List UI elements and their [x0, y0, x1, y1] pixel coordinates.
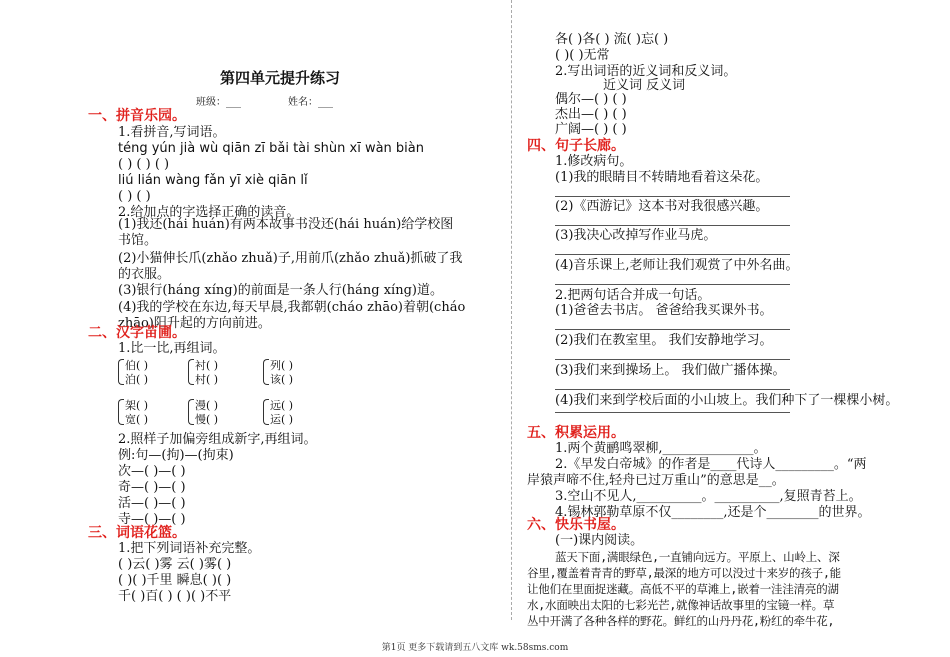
- s1-item-1: (1)我还(hái huán)有两本故事书没还(hái huán)给学校图: [118, 217, 454, 232]
- merge-1: (1)爸爸去书店。 爸爸给我买课外书。: [555, 303, 773, 318]
- s1-item-3: (3)银行(háng xíng)的前面是一条人行(háng xíng)道。: [118, 283, 443, 298]
- merge-4: (4)我们来到学校后面的小山坡上。我们种下了一棵棵小树。: [555, 393, 899, 408]
- idiom-row-3[interactable]: 千( )百( ) ( )( )不平: [118, 589, 232, 604]
- answer-brackets-1[interactable]: ( ) ( ) ( ): [118, 157, 170, 172]
- column-divider: [511, 0, 512, 620]
- section-3-heading: 三、词语花篮。: [88, 525, 186, 541]
- passage-line-1: 蓝天下面,满眼绿色,一直铺向远方。平原上、山岭上、深: [555, 550, 840, 564]
- merge-2: (2)我们在教室里。 我们安静地学习。: [555, 333, 773, 348]
- s5-item-4: 4.锡林郭勒草原不仅________,还是个________的世界。: [555, 505, 871, 520]
- idiom-row-1[interactable]: ( )云( )雾 云( )雾( ): [118, 557, 232, 572]
- s1-q2: 2.给加点的字选择正确的读音。: [118, 205, 300, 220]
- synonym-header: 近义词 反义词: [603, 78, 686, 93]
- compare-pair-3: 列( ) 该( ): [263, 359, 293, 387]
- synonym-row-2[interactable]: 杰出—( ) ( ): [555, 107, 627, 122]
- passage-line-3: 让他们在里面捉迷藏。高低不平的草滩上,嵌着一洼洼清亮的湖: [527, 582, 839, 596]
- s5-item-2: 2.《早发白帝城》的作者是____代诗人_________。“两: [555, 457, 867, 472]
- compare-pair-2: 衬( ) 村( ): [188, 359, 218, 387]
- class-field: 班级：___: [196, 97, 241, 108]
- sentence-2: (2)《西游记》这本书对我很感兴趣。: [555, 199, 769, 214]
- section-1-heading: 一、拼音乐园。: [88, 108, 186, 124]
- merge-3: (3)我们来到操场上。 我们做广播体操。: [555, 363, 786, 378]
- s4-q1: 1.修改病句。: [555, 154, 633, 169]
- section-2-heading: 二、汉字苗圃。: [88, 325, 186, 341]
- s1-item-4-cont: zhāo)阳升起的方向前进。: [118, 316, 271, 331]
- idiom-row-5[interactable]: ( )( )无常: [555, 48, 610, 63]
- s2-q2: 2.照样子加偏旁组成新字,再组词。: [118, 432, 317, 447]
- s2-q1: 1.比一比,再组词。: [118, 341, 226, 356]
- answer-line[interactable]: [555, 284, 790, 285]
- section-6-heading: 六、快乐书屋。: [527, 517, 625, 533]
- answer-line[interactable]: [555, 359, 790, 360]
- s1-q1: 1.看拼音,写词语。: [118, 125, 226, 140]
- synonym-row-3[interactable]: 广阔—( ) ( ): [555, 122, 627, 137]
- s2-example: 例:句—(拘)—(拘束): [118, 448, 234, 463]
- answer-line[interactable]: [555, 196, 790, 197]
- compare-pair-5: 漫( ) 慢( ): [188, 399, 218, 427]
- radical-row-3[interactable]: 活—( )—( ): [118, 496, 186, 511]
- s5-item-3: 3.空山不见人,__________。__________,复照青苔上。: [555, 489, 862, 504]
- sentence-4: (4)音乐课上,老师让我们观赏了中外名曲。: [555, 258, 799, 273]
- radical-row-4[interactable]: 寺—( )—( ): [118, 512, 186, 527]
- s6-subheading: (一)课内阅读。: [555, 533, 644, 548]
- idiom-row-4[interactable]: 各( )各( ) 流( )忘( ): [555, 32, 669, 47]
- s1-item-4: (4)我的学校在东边,每天早晨,我都朝(cháo zhāo)着朝(cháo: [118, 300, 466, 315]
- answer-line[interactable]: [555, 225, 790, 226]
- answer-line[interactable]: [555, 389, 790, 390]
- passage-line-2: 谷里,覆盖着青青的野草,最深的地方可以没过十来岁的孩子,能: [527, 566, 841, 580]
- idiom-row-2[interactable]: ( )( )千里 瞬息( )( ): [118, 573, 232, 588]
- name-field: 姓名：___: [288, 97, 333, 108]
- compare-pair-1: 伯( ) 泊( ): [118, 359, 148, 387]
- sentence-3: (3)我决心改掉写作业马虎。: [555, 228, 717, 243]
- section-5-heading: 五、积累运用。: [527, 425, 625, 441]
- s4-q2: 2.把两句话合并成一句话。: [555, 288, 711, 303]
- synonym-row-1[interactable]: 偶尔—( ) ( ): [555, 92, 627, 107]
- radical-row-1[interactable]: 次—( )—( ): [118, 464, 186, 479]
- s3-q1: 1.把下列词语补充完整。: [118, 541, 261, 556]
- pinyin-row-1: téng yún jià wù qiān zī bǎi tài shùn xī wàn biàn: [118, 141, 424, 156]
- compare-pair-6: 远( ) 运( ): [263, 399, 293, 427]
- s3-q2: 2.写出词语的近义词和反义词。: [555, 64, 737, 79]
- answer-line[interactable]: [555, 329, 790, 330]
- compare-pair-4: 架( ) 宽( ): [118, 399, 148, 427]
- section-4-heading: 四、句子长廊。: [527, 138, 625, 154]
- sentence-1: (1)我的眼睛目不转睛地看着这朵花。: [555, 170, 769, 185]
- passage-line-4: 水,水面映出太阳的七彩光芒,就像神话故事里的宝镜一样。草: [527, 598, 835, 612]
- page-footer: 第1页 更多下载请到五八文库 wk.58sms.com: [381, 643, 569, 653]
- page-title: 第四单元提升练习: [220, 69, 341, 87]
- s1-item-1-cont: 书馆。: [118, 233, 158, 248]
- s1-item-2-cont: 的衣服。: [118, 267, 171, 282]
- s5-item-1: 1.两个黄鹂鸣翠柳,______________。: [555, 441, 767, 456]
- radical-row-2[interactable]: 奇—( )—( ): [118, 480, 186, 495]
- pinyin-row-2: liú lián wàng fǎn yī xiè qiān lǐ: [118, 173, 308, 188]
- answer-line[interactable]: [555, 254, 790, 255]
- answer-line[interactable]: [555, 412, 790, 413]
- passage-line-5: 丛中开满了各种各样的野花。鲜红的山丹丹花,粉红的牵牛花,: [527, 614, 835, 628]
- s1-item-2: (2)小猫伸长爪(zhǎo zhuǎ)子,用前爪(zhǎo zhuǎ)抓破了我: [118, 251, 463, 266]
- answer-brackets-2[interactable]: ( ) ( ): [118, 189, 151, 204]
- s5-item-2-cont: 岸猿声啼不住,轻舟已过万重山”的意思是__。: [527, 473, 785, 488]
